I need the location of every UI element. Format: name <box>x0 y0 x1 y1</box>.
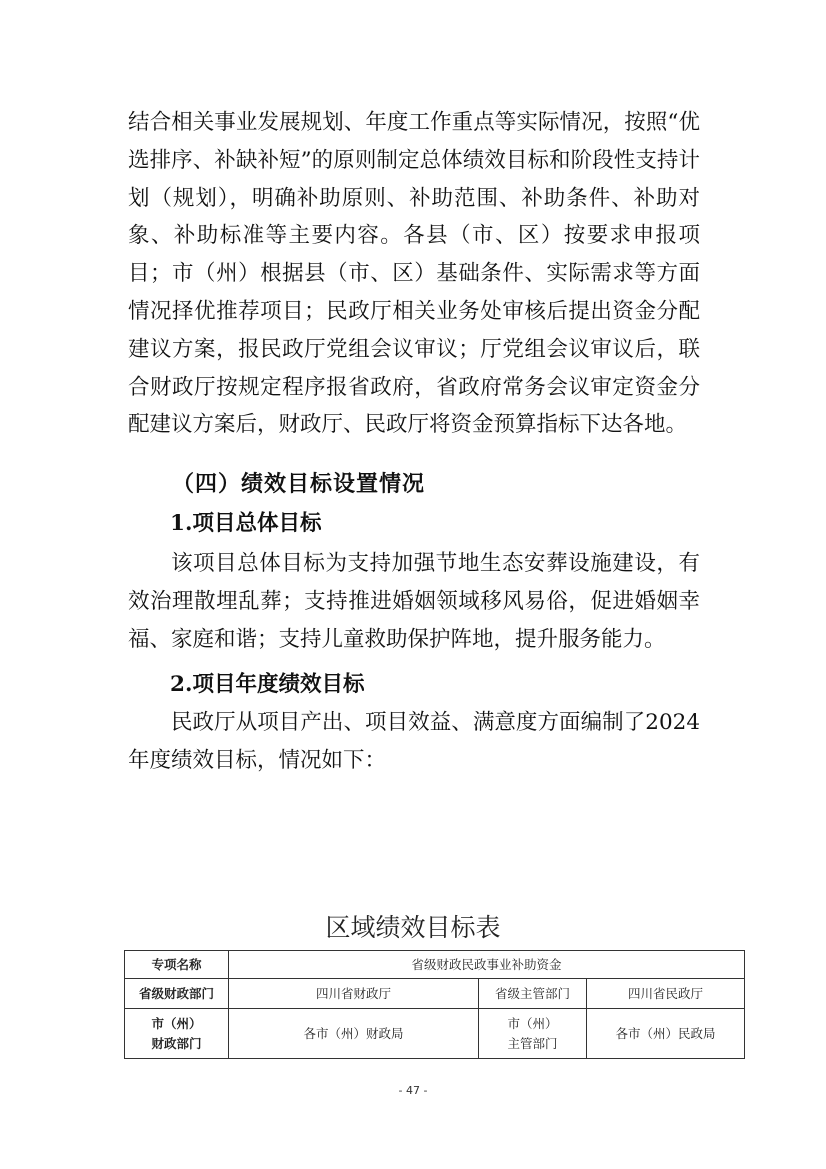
table-value-provincial-finance: 四川省财政厅 <box>229 979 479 1009</box>
section-heading: （四）绩效目标设置情况 <box>172 472 426 497</box>
body-paragraph-2: 该项目总体目标为支持加强节地生态安葬设施建设，有效治理散埋乱葬；支持推进婚姻领域移风易俗，促进婚姻幸福、家庭和谐；支持儿童救助保护阵地，提升服务能力。 <box>128 551 700 652</box>
body-paragraph-1: 结合相关事业发展规划、年度工作重点等实际情况，按照“优选排序、补缺补短”的原则制定总体绩效目标和阶段性支持计划（规划），明确补助原则、补助范围、补助条件、补助对象、补助标准等主要内容。各县（市、区）按要求申报项目；市（州）根据县（市、区）基础条件、实际需求等方面情况择优推荐项目；民政厅相关业务处审核后提出资金分配建议方案，报民政厅党组会议审议；厅党组会议审议后，联合财政厅按规定程序报省政府，省政府常务会议审定资金分配建议方案后，财政厅、民政厅将资金预算指标下达各地。 <box>128 110 700 438</box>
table-row <box>125 1009 745 1059</box>
table-label-provincial-finance: 省级财政部门 <box>125 979 229 1009</box>
table-title: 区域绩效目标表 <box>325 913 501 942</box>
table-value-city-authority: 各市（州）民政局 <box>587 1009 745 1059</box>
table-label-city-finance <box>125 1009 229 1059</box>
subheading-overall-goal: 1.项目总体目标 <box>170 511 322 536</box>
table-label-city-authority <box>479 1009 587 1059</box>
table-value-project-name: 省级财政民政事业补助资金 <box>229 951 745 979</box>
body-paragraph-3: 民政厅从项目产出、项目效益、满意度方面编制了2024年度绩效目标，情况如下： <box>128 710 700 773</box>
table-label-line: 市（州） <box>507 1015 558 1031</box>
subheading-annual-goal: 2.项目年度绩效目标 <box>170 672 365 697</box>
table-label-project-name: 专项名称 <box>125 951 229 979</box>
performance-table <box>124 950 745 1059</box>
table-label-line: 主管部门 <box>507 1035 558 1051</box>
table-label-line: 市（州） <box>151 1015 202 1031</box>
table-row <box>125 951 745 979</box>
table-row <box>125 979 745 1009</box>
table-value-provincial-authority: 四川省民政厅 <box>587 979 745 1009</box>
table-value-city-finance: 各市（州）财政局 <box>229 1009 479 1059</box>
table-label-line: 财政部门 <box>151 1035 202 1051</box>
page-number: - 47 - <box>398 1084 428 1097</box>
table-label-provincial-authority: 省级主管部门 <box>479 979 587 1009</box>
